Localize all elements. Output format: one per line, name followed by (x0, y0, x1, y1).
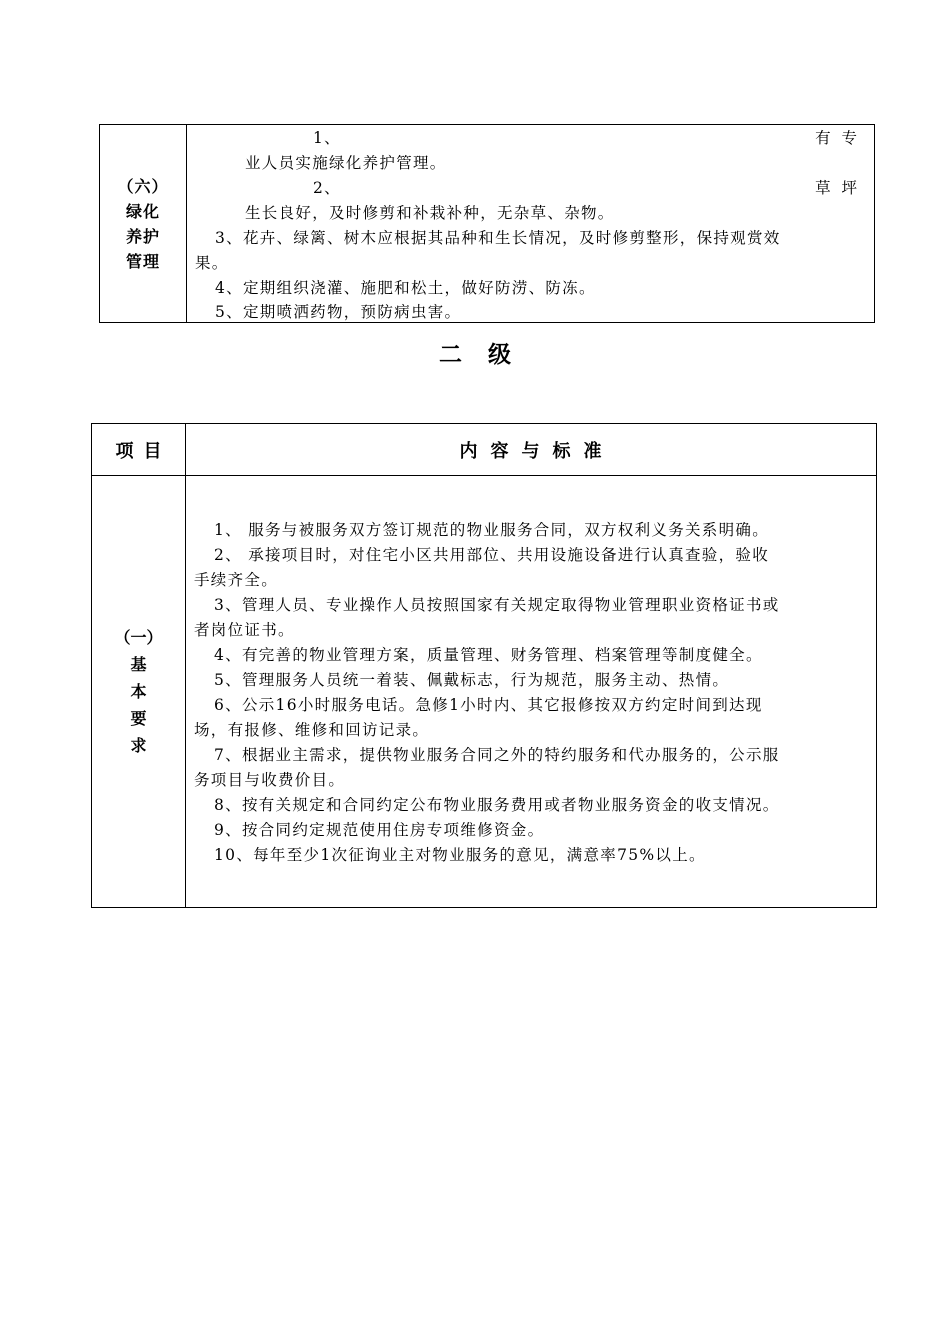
content-line: 8、按有关规定和合同约定公布物业服务费用或者物业服务资金的收支情况。 (214, 796, 780, 814)
row-label-line: 基 (130, 654, 147, 674)
content-line: 3、管理人员、专业操作人员按照国家有关规定取得物业管理职业资格证书或 (214, 596, 780, 614)
content-line: 5、管理服务人员统一着装、佩戴标志，行为规范，服务主动、热情。 (214, 671, 730, 689)
row-label-line: 本 (130, 681, 147, 701)
level-title: 二级 (439, 342, 537, 368)
content-line: 1、 服务与被服务双方签订规范的物业服务合同，双方权利义务关系明确。 (214, 521, 769, 539)
section-label-line: 绿化 (125, 201, 160, 221)
row-label-line: 求 (130, 735, 147, 755)
content-line: 10、每年至少1次征询业主对物业服务的意见，满意率75%以上。 (214, 846, 706, 864)
standards-table (91, 423, 877, 908)
greening-maintenance-table (99, 124, 875, 323)
section-label-line: 养护 (125, 226, 160, 246)
content-line: 务项目与收费价目。 (194, 771, 346, 789)
item-text-continued: 果。 (195, 254, 229, 272)
content-line: 7、根据业主需求，提供物业服务合同之外的特约服务和代办服务的，公示服 (214, 746, 780, 764)
content-line: 2、 承接项目时，对住宅小区共用部位、共用设施设备进行认真查验，验收 (214, 546, 769, 564)
content-line: 场，有报修、维修和回访记录。 (194, 721, 430, 739)
content-line: 6、公示16小时服务电话。急修1小时内、其它报修按双方约定时间到达现 (214, 696, 763, 714)
row-label-line: 要 (130, 708, 147, 728)
section-content-cell (187, 125, 874, 322)
content-line: 9、按合同约定规范使用住房专项维修资金。 (214, 821, 545, 839)
section-label-line: 管理 (125, 251, 160, 271)
item-text-continued: 生长良好，及时修剪和补栽补种，无杂草、杂物。 (245, 204, 615, 222)
item-text-end: 有 专 (815, 129, 860, 147)
item-text: 4、定期组织浇灌、施肥和松土，做好防涝、防冻。 (215, 279, 596, 297)
row-label-line: （一） (114, 627, 163, 647)
item-text-continued: 业人员实施绿化养护管理。 (245, 154, 447, 172)
section-label-line: （六） (117, 176, 169, 196)
item-number: 1、 (313, 129, 341, 147)
item-number: 2、 (313, 179, 341, 197)
header-content-standard: 内容与标准 (459, 440, 615, 462)
row-content-cell (185, 475, 876, 907)
content-line: 4、有完善的物业管理方案，质量管理、财务管理、档案管理等制度健全。 (214, 646, 763, 664)
row-label-cell (92, 475, 185, 907)
item-text: 5、定期喷洒药物，预防病虫害。 (215, 303, 462, 321)
item-text-end: 草 坪 (815, 179, 860, 197)
content-line: 手续齐全。 (194, 571, 279, 589)
section-label-cell (100, 125, 187, 322)
content-line: 者岗位证书。 (194, 621, 295, 639)
item-text: 3、花卉、绿篱、树木应根据其品种和生长情况，及时修剪整形，保持观赏效 (215, 229, 781, 247)
header-item: 项目 (115, 440, 172, 462)
